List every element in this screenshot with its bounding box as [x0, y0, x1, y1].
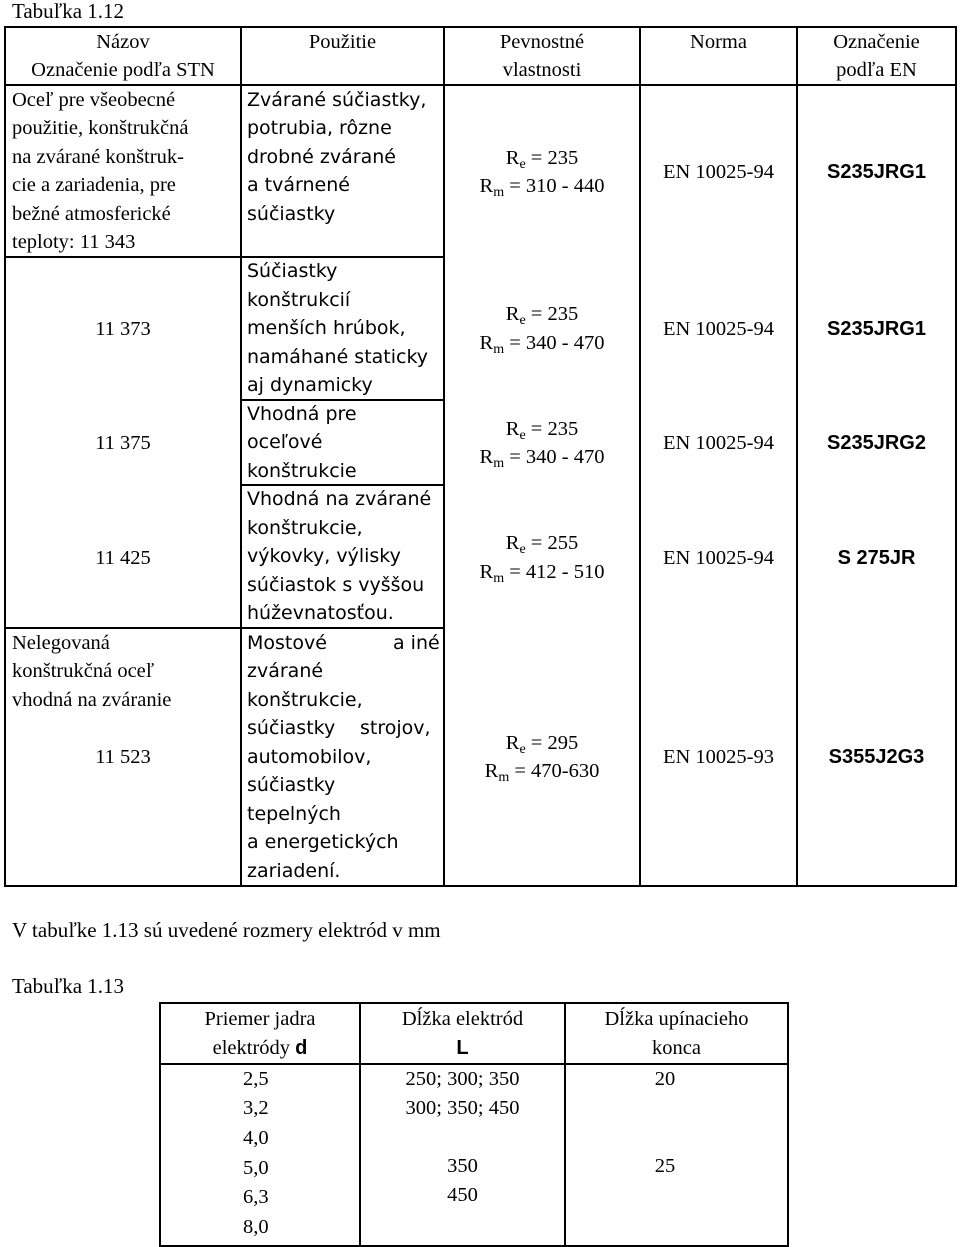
- diameter-cell: 5,0: [243, 1157, 269, 1179]
- row3-norm: EN 10025-94: [662, 432, 775, 454]
- header-en-line1: Označenie: [833, 31, 920, 53]
- length-cell: 250; 300; 350: [405, 1068, 520, 1090]
- header-norm: Norma: [690, 31, 747, 53]
- row3-en: S235JRG2: [827, 432, 926, 454]
- row4-name: 11 425: [95, 547, 151, 569]
- row2-en: S235JRG1: [827, 318, 926, 340]
- table13-caption: Tabuľka 1.13: [12, 974, 125, 998]
- row5-en: S355J2G3: [828, 746, 925, 768]
- row3-name: 11 375: [95, 432, 151, 454]
- clamp-cell: 20: [654, 1068, 676, 1090]
- header-length-symbol: L: [456, 1037, 469, 1059]
- diameter-cell: 2,5: [243, 1068, 269, 1090]
- length-cell: 450: [447, 1184, 478, 1206]
- row2-name: 11 373: [95, 318, 151, 340]
- row1-en: S235JRG1: [827, 161, 926, 183]
- table-caption: Tabuľka 1.12: [12, 0, 125, 23]
- row2-norm: EN 10025-94: [662, 318, 775, 340]
- header-clamp-line1: Dĺžka upínacieho: [604, 1008, 749, 1030]
- header-diameter-line2: elektródy d: [212, 1037, 308, 1059]
- row5-norm: EN 10025-93: [662, 746, 775, 768]
- diameter-cell: 3,2: [243, 1097, 269, 1119]
- diameter-cell: 6,3: [243, 1186, 269, 1208]
- row4-en: S 275JR: [837, 547, 916, 569]
- row4-norm: EN 10025-94: [662, 547, 775, 569]
- row1-norm: EN 10025-94: [662, 161, 775, 183]
- diameter-cell: 8,0: [243, 1216, 269, 1238]
- header-en-line2: podľa EN: [836, 59, 917, 81]
- header-diameter-line1: Priemer jadra: [204, 1008, 316, 1030]
- diameter-cell: 4,0: [243, 1127, 269, 1149]
- header-name-line1: Názov: [96, 31, 150, 53]
- header-clamp-line2: konca: [652, 1037, 701, 1059]
- header-name-line2: Označenie podľa STN: [31, 59, 215, 81]
- header-strength-line2: vlastnosti: [502, 59, 582, 81]
- length-cell: 350: [447, 1155, 478, 1177]
- header-usage: Použitie: [308, 31, 377, 53]
- length-cell: 300; 350; 450: [405, 1097, 520, 1119]
- header-strength-line1: Pevnostné: [499, 31, 585, 53]
- header-length-line1: Dĺžka elektród: [401, 1008, 524, 1030]
- intro-sentence: V tabuľke 1.13 sú uvedené rozmery elektród v mm: [12, 918, 441, 942]
- clamp-cell: 25: [654, 1155, 676, 1177]
